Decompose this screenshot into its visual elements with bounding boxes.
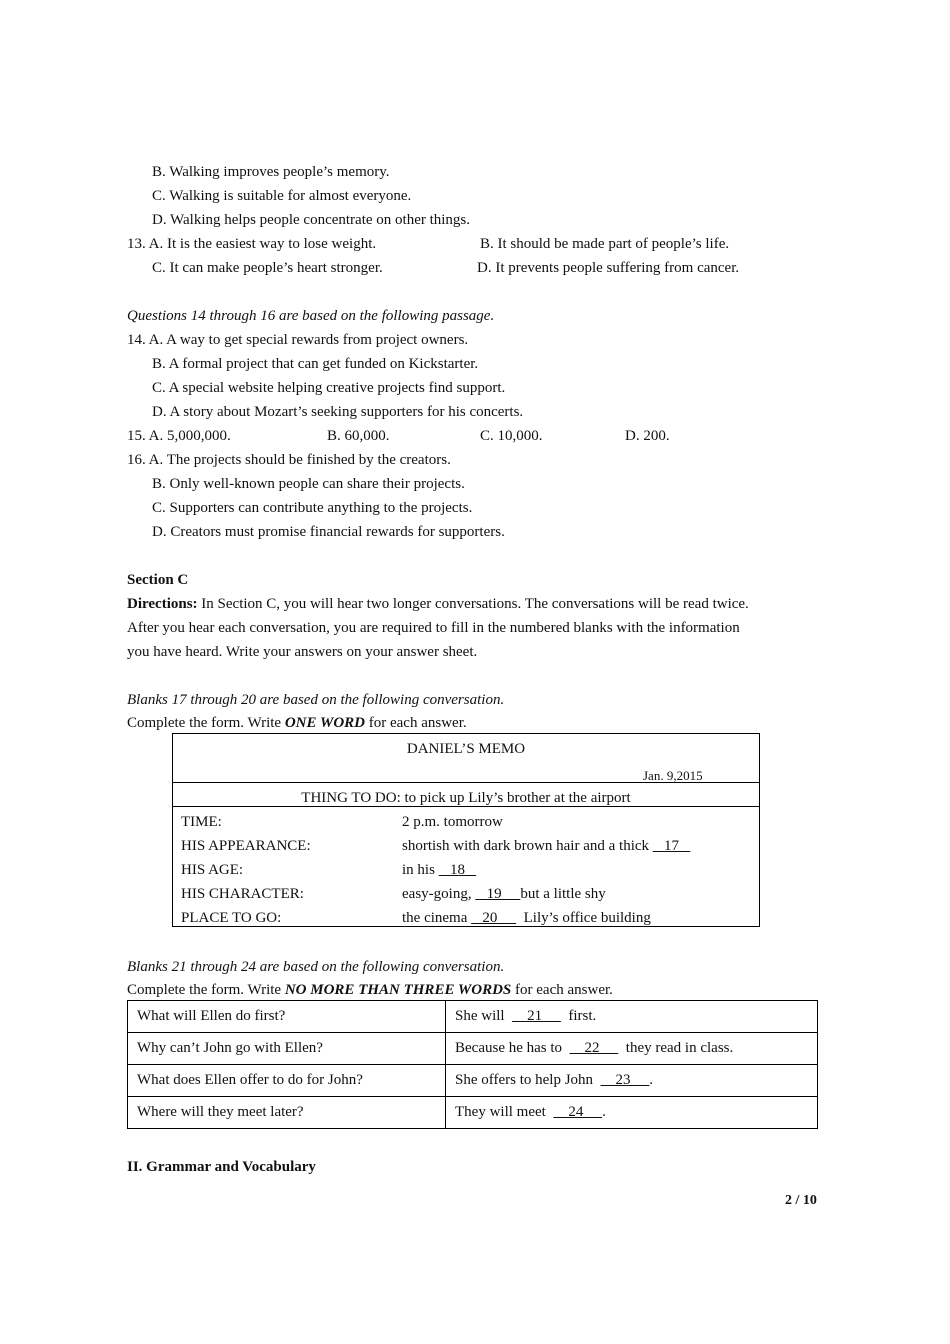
answer-pre: Because he has to (455, 1040, 570, 1056)
directions-label: Directions: (127, 596, 198, 612)
memo-value-post: Lily’s office building (516, 910, 651, 926)
blank-21[interactable]: 21 (512, 1008, 561, 1024)
q14-option-a: 14. A. A way to get special rewards from project owners. (127, 332, 469, 348)
memo-row-value (402, 836, 690, 856)
table-row (128, 1065, 818, 1097)
directions-text-1: In Section C, you will hear two longer conversations. The conversations will be read twice. (197, 596, 749, 612)
q12-option-b: B. Walking improves people’s memory. (152, 164, 390, 180)
answer-post: . (649, 1072, 654, 1088)
table-row (128, 1033, 818, 1065)
blank-18[interactable]: 18 (438, 862, 477, 878)
memo-date: Jan. 9,2015 (643, 768, 703, 783)
instr-post: for each answer. (511, 982, 613, 998)
blank-22[interactable]: 22 (569, 1040, 619, 1056)
q16-option-a: 16. A. The projects should be finished by the creators. (127, 452, 451, 468)
blank-20[interactable]: 20 (471, 910, 517, 926)
answer-pre: She will (455, 1008, 513, 1024)
memo-value-post: but a little shy (520, 886, 606, 902)
q14-option-c: C. A special website helping creative projects find support. (152, 380, 506, 396)
q12-option-d: D. Walking helps people concentrate on other things. (152, 212, 471, 228)
instr-emphasis: ONE WORD (284, 715, 365, 731)
blanks-17-20-instructions (127, 713, 467, 733)
blank-17[interactable]: 17 (652, 838, 691, 854)
q15-option-b: B. 60,000. (327, 428, 390, 444)
memo-value-text: in his (402, 862, 439, 878)
instr-post: for each answer. (365, 715, 467, 731)
table-answer (446, 1097, 818, 1129)
q12-option-c: C. Walking is suitable for almost everyone. (152, 188, 412, 204)
q16-option-c: C. Supporters can contribute anything to the projects. (152, 500, 473, 516)
table-answer (446, 1065, 818, 1097)
memo-row-value (402, 860, 476, 880)
section-c-directions-2: After you hear each conversation, you are required to fill in the numbered blanks with the information (127, 620, 740, 636)
q15-option-d: D. 200. (625, 428, 670, 444)
blanks-21-24-instructions (127, 980, 613, 1000)
q15-option-c: C. 10,000. (480, 428, 543, 444)
page-number: 2 / 10 (785, 1193, 817, 1208)
memo-row-label: TIME: (181, 814, 222, 830)
qa-table (127, 1000, 818, 1129)
section-c-directions-3: you have heard. Write your answers on your answer sheet. (127, 644, 478, 660)
q16-option-b: B. Only well-known people can share their projects. (152, 476, 465, 492)
table-row (128, 1001, 818, 1033)
memo-value-text: the cinema (402, 910, 472, 926)
q14-option-d: D. A story about Mozart’s seeking supporters for his concerts. (152, 404, 524, 420)
instr-emphasis: NO MORE THAN THREE WORDS (284, 982, 512, 998)
answer-post: they read in class. (618, 1040, 734, 1056)
q13-option-c: C. It can make people’s heart stronger. (152, 260, 383, 276)
daniels-memo (172, 733, 760, 927)
table-answer (446, 1001, 818, 1033)
memo-row-value (402, 908, 651, 928)
table-row (128, 1097, 818, 1129)
memo-thing-to-do: THING TO DO: to pick up Lily’s brother at the airport (301, 790, 631, 806)
answer-post: first. (560, 1008, 597, 1024)
memo-row-label: HIS APPEARANCE: (181, 838, 311, 854)
table-answer (446, 1033, 818, 1065)
instr-pre: Complete the form. Write (127, 982, 285, 998)
instr-pre: Complete the form. Write (127, 715, 285, 731)
memo-row-label: HIS AGE: (181, 862, 244, 878)
memo-row-value (402, 884, 606, 904)
blank-19[interactable]: 19 (475, 886, 521, 902)
q13-option-a: 13. A. It is the easiest way to lose weight. (127, 236, 377, 252)
section-c-directions-1 (127, 594, 749, 614)
table-question: Why can’t John go with Ellen? (128, 1033, 446, 1065)
q15-option-a: 15. A. 5,000,000. (127, 428, 231, 444)
section-ii-title: II. Grammar and Vocabulary (127, 1159, 316, 1175)
section-c-title: Section C (127, 572, 189, 588)
memo-row-label: PLACE TO GO: (181, 910, 282, 926)
memo-value-text: shortish with dark brown hair and a thick (402, 838, 653, 854)
passage-intro: Questions 14 through 16 are based on the following passage. (127, 308, 495, 324)
table-question: What will Ellen do first? (128, 1001, 446, 1033)
answer-pre: They will meet (455, 1104, 554, 1120)
q13-option-d: D. It prevents people suffering from cancer. (477, 260, 740, 276)
blank-23[interactable]: 23 (600, 1072, 650, 1088)
q13-option-b: B. It should be made part of people’s life. (480, 236, 730, 252)
q16-option-d: D. Creators must promise financial rewards for supporters. (152, 524, 505, 540)
q14-option-b: B. A formal project that can get funded on Kickstarter. (152, 356, 479, 372)
memo-divider-1 (173, 782, 759, 783)
memo-row-label: HIS CHARACTER: (181, 886, 304, 902)
memo-value-text: 2 p.m. tomorrow (402, 814, 503, 830)
answer-post: . (602, 1104, 606, 1120)
memo-row-value (402, 812, 503, 832)
table-question: What does Ellen offer to do for John? (128, 1065, 446, 1097)
memo-value-text: easy-going, (402, 886, 476, 902)
table-question: Where will they meet later? (128, 1097, 446, 1129)
blank-24[interactable]: 24 (553, 1104, 603, 1120)
blanks-21-24-intro: Blanks 21 through 24 are based on the following conversation. (127, 959, 505, 975)
memo-divider-2 (173, 806, 759, 807)
blanks-17-20-intro: Blanks 17 through 20 are based on the following conversation. (127, 692, 505, 708)
answer-pre: She offers to help John (455, 1072, 601, 1088)
memo-title: DANIEL’S MEMO (406, 741, 526, 757)
